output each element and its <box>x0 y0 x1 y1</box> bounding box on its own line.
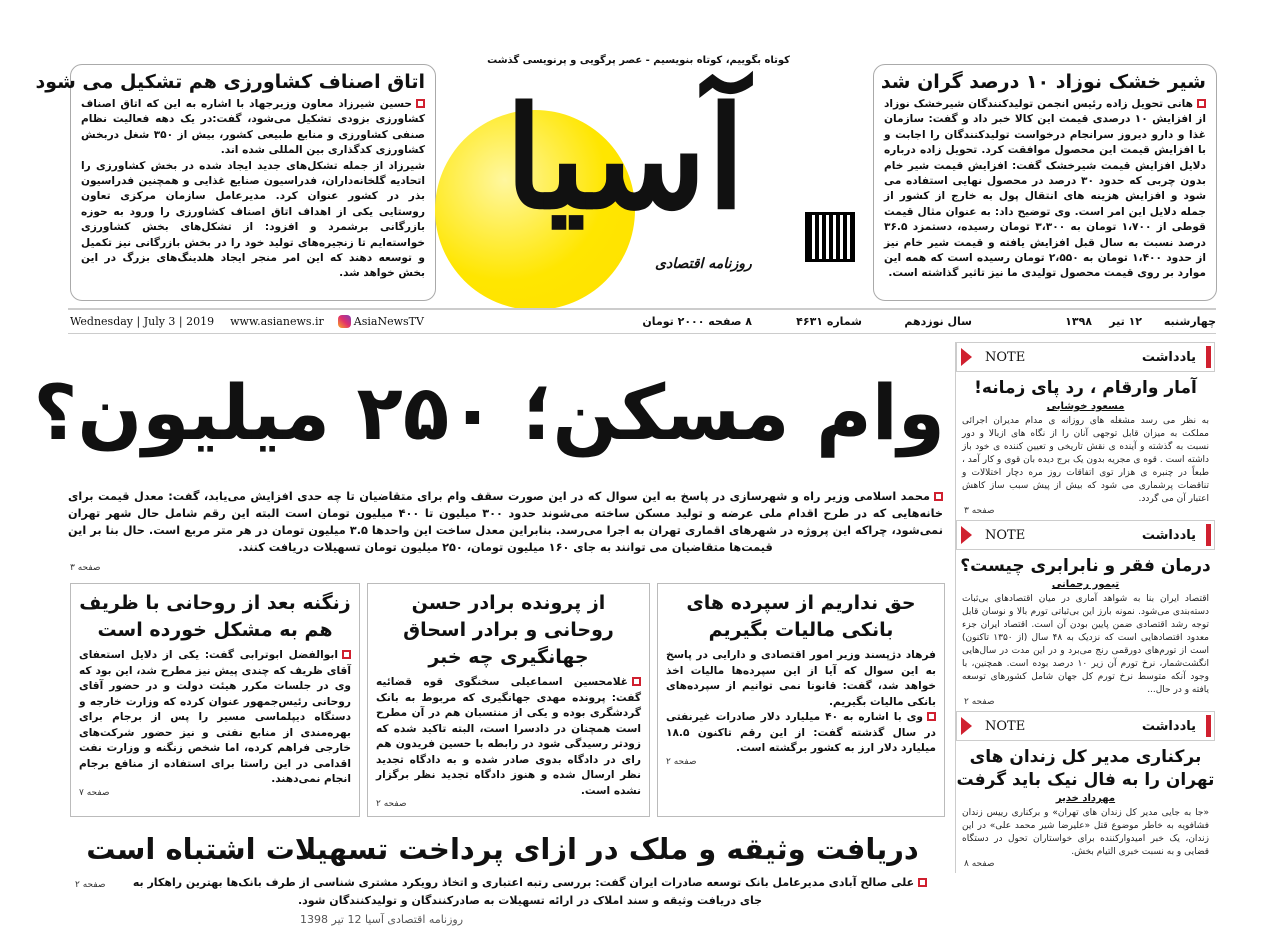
note-author: تیمور رحمانی <box>1051 579 1120 590</box>
notes-column <box>955 342 1215 873</box>
watermark: روزنامه اقتصادی آسیا 12 تیر 1398 <box>300 913 464 926</box>
note-header <box>956 342 1215 372</box>
bullet-square-icon <box>342 650 351 659</box>
masthead-logo: آسیا <box>504 77 746 241</box>
bullet-square-icon <box>934 492 943 501</box>
column-title[interactable]: زنگنه بعد از روحانی با ظریف هم به مشکل خورده است <box>79 592 351 641</box>
news-box-agriculture <box>35 64 436 301</box>
bottom-text: علی صالح آبادی مدیرعامل بانک توسعه صادرات ایران گفت: بررسی رتبه اعتباری و اتخاذ رویکرد مشتری شناسی از طرف بانک‌ها بهترین راهکار به جای دریافت وثیقه و سند املاک در ارائه تسهیلات به صادرکنندگان و تولیدکنندگان شود. <box>132 876 915 907</box>
lead-headline[interactable]: وام مسکن؛ ۲۵۰ میلیون؟ <box>33 368 945 457</box>
bullet-square-icon <box>1197 99 1206 108</box>
lead-body <box>68 488 943 556</box>
note-body: اقتصاد ایران بنا به شواهد آماری در میان اقتصادهای بی‌ثبات دسته‌بندی می‌شود. نمونه بارز این بی‌ثباتی تورم بالا و نوسان قابل توجه رشد اقتصادی ضمن پایین بودن آن است. اقتصاد ایران جزء معدود اقتصادهایی است که نزدیک به ۴۸ سال (از ۱۳۵۰ تاکنون) است از تورم‌های دورقمی رنج می‌برد و در این مدت در سال‌هایی انگشت‌شمار، نرخ تورم آن زیر ۱۰ درصد بوده است. همچنین، با وجود آنکه متوسط نرخ تورم کل جهان شامل کشورهای توسعه یافته و در حال... <box>962 594 1209 695</box>
column-text: ابوالفضل ابوترابی گفت: یکی از دلایل استعفای آقای ظریف که چندی پیش نیز مطرح شد، این بود که وی در جلسات مکرر هیئت دولت و در حضور آقای روحانی رئیس‌جمهور عنوان کرده که وزارت خارجه و دستگاه دیپلماسی مسیر را پس از برجام برای بهره‌مندی از منابع نفتی و نیز حضور شرکت‌های خارجی فراهم کرده، اما شخص زنگنه و وزارت نفت اقدامی در این راستا برای استفاده از منافع برجام انجام نمی‌دهند. <box>79 649 351 785</box>
column-title[interactable]: از پرونده برادر حسن روحانی و برادر اسحاق جهانگیری چه خبر <box>403 592 614 668</box>
note-label-en: NOTE <box>985 527 1026 543</box>
note-label-en: NOTE <box>985 349 1026 365</box>
box-body: هانی تحویل زاده رئیس انجمن تولیدکنندگان شیرخشک نوزاد از افزایش ۱۰ درصدی قیمت این کالا خبر داد و گفت: سازمان غذا و دارو دیروز سرانجام درخواست تولیدکنندگان را اجابت و با افزایش قیمت این محصول موافقت کرد. تحویل زاده درباره دلایل افزایش قیمت شیرخشک گفت: افزایش قیمت شیر خام بدون چربی که حدود ۳۰ درصد در محصول نهایی استفاده می شود و افزایش هزینه های انتقال پول به خارج از کشور از جمله دلایل این امر است. وی توضیح داد: به عنوان مثال قیمت قوطی از ۱،۷۰۰ تومان به ۳،۳۰۰ تومان رسیده، دستمزد ۳۶.۵ درصد نسبت به سال قبل افزایش یافته و قیمت شیر خام نیز از حدود ۱،۴۰۰ تومان به ۲،۵۵۰ تومان رسیده است که همه این موارد بر روی قیمت محصول تولیدی ما نیز تاثیر گذاشته است. <box>884 98 1207 280</box>
page-ref[interactable]: صفحه ۳ <box>70 563 101 573</box>
masthead <box>440 50 865 308</box>
website-link[interactable]: www.asianews.ir <box>230 315 324 328</box>
box-body: حسین شیرزاد معاون وزیرجهاد با اشاره به این که اتاق اصناف کشاورزی بزودی تشکیل می‌شود، گفت:در یک دهه فعالیت نظام صنفی کشاورزی و منابع طبیعی کشور، بیش از ۳۵۰ شغل دربخش کشاورزی کدگذاری بین المللی شده اند. <box>81 98 425 157</box>
page-ref[interactable]: صفحه ۸ <box>964 859 995 869</box>
column-text: وی با اشاره به ۴۰ میلیارد دلار صادرات غیرنفتی در سال گذشته گفت: از این رقم تاکنون ۱۸.۵ میلیارد دلار ارز به کشور برگشته است. <box>666 711 936 754</box>
column-text: فرهاد دژپسند وزیر امور اقتصادی و دارایی در پاسخ به این سوال که آیا از این سپرده‌ها مالیات اخذ خواهد شد، گفت: قانونا نمی توانیم از سپرده‌های بانکی مالیات بگیریم. <box>666 649 936 708</box>
note-author: مهرداد خدیر <box>1055 793 1116 804</box>
play-triangle-icon <box>961 717 972 735</box>
day-month: ۱۲ تیر <box>1109 315 1142 328</box>
bullet-square-icon <box>416 99 425 108</box>
note-column-item <box>956 711 1215 873</box>
note-label-fa: یادداشت <box>1141 527 1196 543</box>
play-triangle-icon <box>961 348 972 366</box>
date-bar <box>68 308 1216 334</box>
note-header <box>956 711 1215 741</box>
column-story <box>657 583 945 817</box>
box-title: اتاق اصناف کشاورزی هم تشکیل می شود <box>35 71 425 93</box>
red-bar-icon <box>1206 346 1211 368</box>
page-ref[interactable]: صفحه ۲ <box>376 799 407 809</box>
red-bar-icon <box>1206 715 1211 737</box>
slogan: کوتاه بگوییم، کوتاه بنویسیم - عصر پرگویی و پرنویسی گذشت <box>487 55 790 66</box>
note-column-item <box>956 342 1215 520</box>
box-body: شیرزاد از جمله تشکل‌های جدید ایجاد شده در بخش کشاورزی را اتحادیه گلخانه‌داران، فدراسیون صنایع غذایی و همچنین فدراسیون بذر در کشور عنوان کرد. مدیرعامل سازمان مرکزی تعاون روستایی یکی از اهداف اتاق اصناف کشاورزی را ورود به حوزه بازرگانی برشمرد و افزود: از تشکل‌های بخش کشاورزی خواسته‌ایم تا زنجیره‌های تولید خود را در بخش بازرگانی نیز تکمیل و توسعه دهند که این امر منجر ایجاد هلدینگ‌های بزرگ در این بخش خواهد شد. <box>81 159 425 280</box>
note-title[interactable]: برکناری مدیر کل زندان های تهران را به فال نیک باید گرفت <box>956 747 1215 790</box>
column-story <box>70 583 360 817</box>
play-triangle-icon <box>961 526 972 544</box>
date-english: Wednesday | July 3 | 2019 <box>70 315 215 328</box>
issue-number: شماره ۴۶۳۱ <box>796 315 862 328</box>
note-label-fa: یادداشت <box>1141 718 1196 734</box>
page-ref[interactable]: صفحه ۲ <box>75 880 106 890</box>
lead-text: محمد اسلامی وزیر راه و شهرسازی در پاسخ به این سوال که در این صورت سقف وام برای متقاضیان تا چه حدی افزایش می‌یابد، گفت: معدل قیمت برای خانه‌هایی که در طرح اقدام ملی عرضه و تولید مسکن ساخته می‌شوند حدود ۳۰۰ میلیون تا ۴۰۰ میلیون تومان است البته این رقم شامل حال شهر تهران نمی‌شود، چراکه این پروژه در شهرهای اقماری تهران به اجرا می‌رسد. بنابراین معدل ساخت این واحدها ۳.۵ میلیون تومان در هر متر مربع است. حال بنا بر این قیمت‌ها متقاضیان می توانند به جای ۱۶۰ میلیون تومان، ۲۵۰ میلیون تومان تسهیلات دریافت کنند. <box>68 490 943 554</box>
bullet-square-icon <box>918 878 927 887</box>
bottom-headline[interactable]: دریافت وثیقه و ملک در ازای پرداخت تسهیلات اشتباه است <box>86 832 919 866</box>
column-title[interactable]: حق نداریم از سپرده های بانکی مالیات بگیریم <box>686 592 916 641</box>
note-author: مسعود خوشابی <box>1046 401 1125 412</box>
page-ref[interactable]: صفحه ۲ <box>964 697 995 707</box>
qr-code-icon[interactable] <box>805 212 855 262</box>
page-ref[interactable]: صفحه ۳ <box>964 506 995 516</box>
bullet-square-icon <box>927 712 936 721</box>
page-ref[interactable]: صفحه ۲ <box>666 756 697 767</box>
note-column-item <box>956 520 1215 711</box>
instagram-handle[interactable]: AsiaNewsTV <box>353 315 424 328</box>
bullet-square-icon <box>632 677 641 686</box>
note-label-en: NOTE <box>985 718 1026 734</box>
note-title[interactable]: آمار وارقام ، رد پای زمانه! <box>974 378 1197 398</box>
pages-price: ۸ صفحه ۲۰۰۰ تومان <box>642 315 752 328</box>
instagram-icon <box>338 315 351 328</box>
volume: سال نوزدهم <box>904 315 972 328</box>
note-label-fa: یادداشت <box>1141 349 1196 365</box>
news-box-milk-powder <box>873 64 1217 301</box>
note-body: «جا به جایی مدیر کل زندان های تهران» و برکناری رییس زندان فشافویه به خاطر موضوع قتل «علیرضا شیر محمد علی» در این زندان، یک خبر امیدوارکننده برای خواستاران تحول در دستگاه قضایی و به نسبت خبری التیام بخش. <box>962 808 1209 857</box>
red-bar-icon <box>1206 524 1211 546</box>
bottom-body <box>130 874 930 910</box>
year: ۱۳۹۸ <box>1065 315 1092 328</box>
note-title[interactable]: درمان فقر و نابرابری چیست؟ <box>960 556 1211 576</box>
note-header <box>956 520 1215 550</box>
weekday: چهارشنبه <box>1163 315 1216 328</box>
column-story <box>367 583 650 817</box>
column-text: غلامحسین اسماعیلی سخنگوی قوه قضائیه گفت: پرونده مهدی جهانگیری که مربوط به بانک گردشگری بوده و یکی از منتسبان هم در آن مطرح است همچنان در دادسرا است، البته تاکید شده که زودتر رسیدگی شود در رابطه با حسین فریدون هم رای در دادگاه بدوی صادر شده و به دادگاه تجدید نظر ارسال شده و هنوز دادگاه تجدید نظر برگزار نشده است. <box>376 676 641 797</box>
box-title: شیر خشک نوزاد ۱۰ درصد گران شد <box>880 71 1206 93</box>
masthead-subtitle: روزنامه اقتصادی <box>655 256 752 272</box>
page-ref[interactable]: صفحه ۷ <box>79 787 110 798</box>
note-body: به نظر می رسد مشغله های روزانه ی مدام مدیران اجرائی مملکت به میزان قابل توجهی آنان را از نگاه های ازبالا و دور نسبت به گذشته و آینده ی نقش تاریخی و تعیین کننده ی خود باز داشته است . قوه ی مجریه بدون یک برج دیده بان قوی و کار آمد ، طبعاً در چنبره ی هزار توی اتفاقات روز مره دچار اختلالات و تناقضات پرشماری می شود که بیش از پیش سبب ساز کاهش اعتبار آن می گردد. <box>962 416 1209 504</box>
